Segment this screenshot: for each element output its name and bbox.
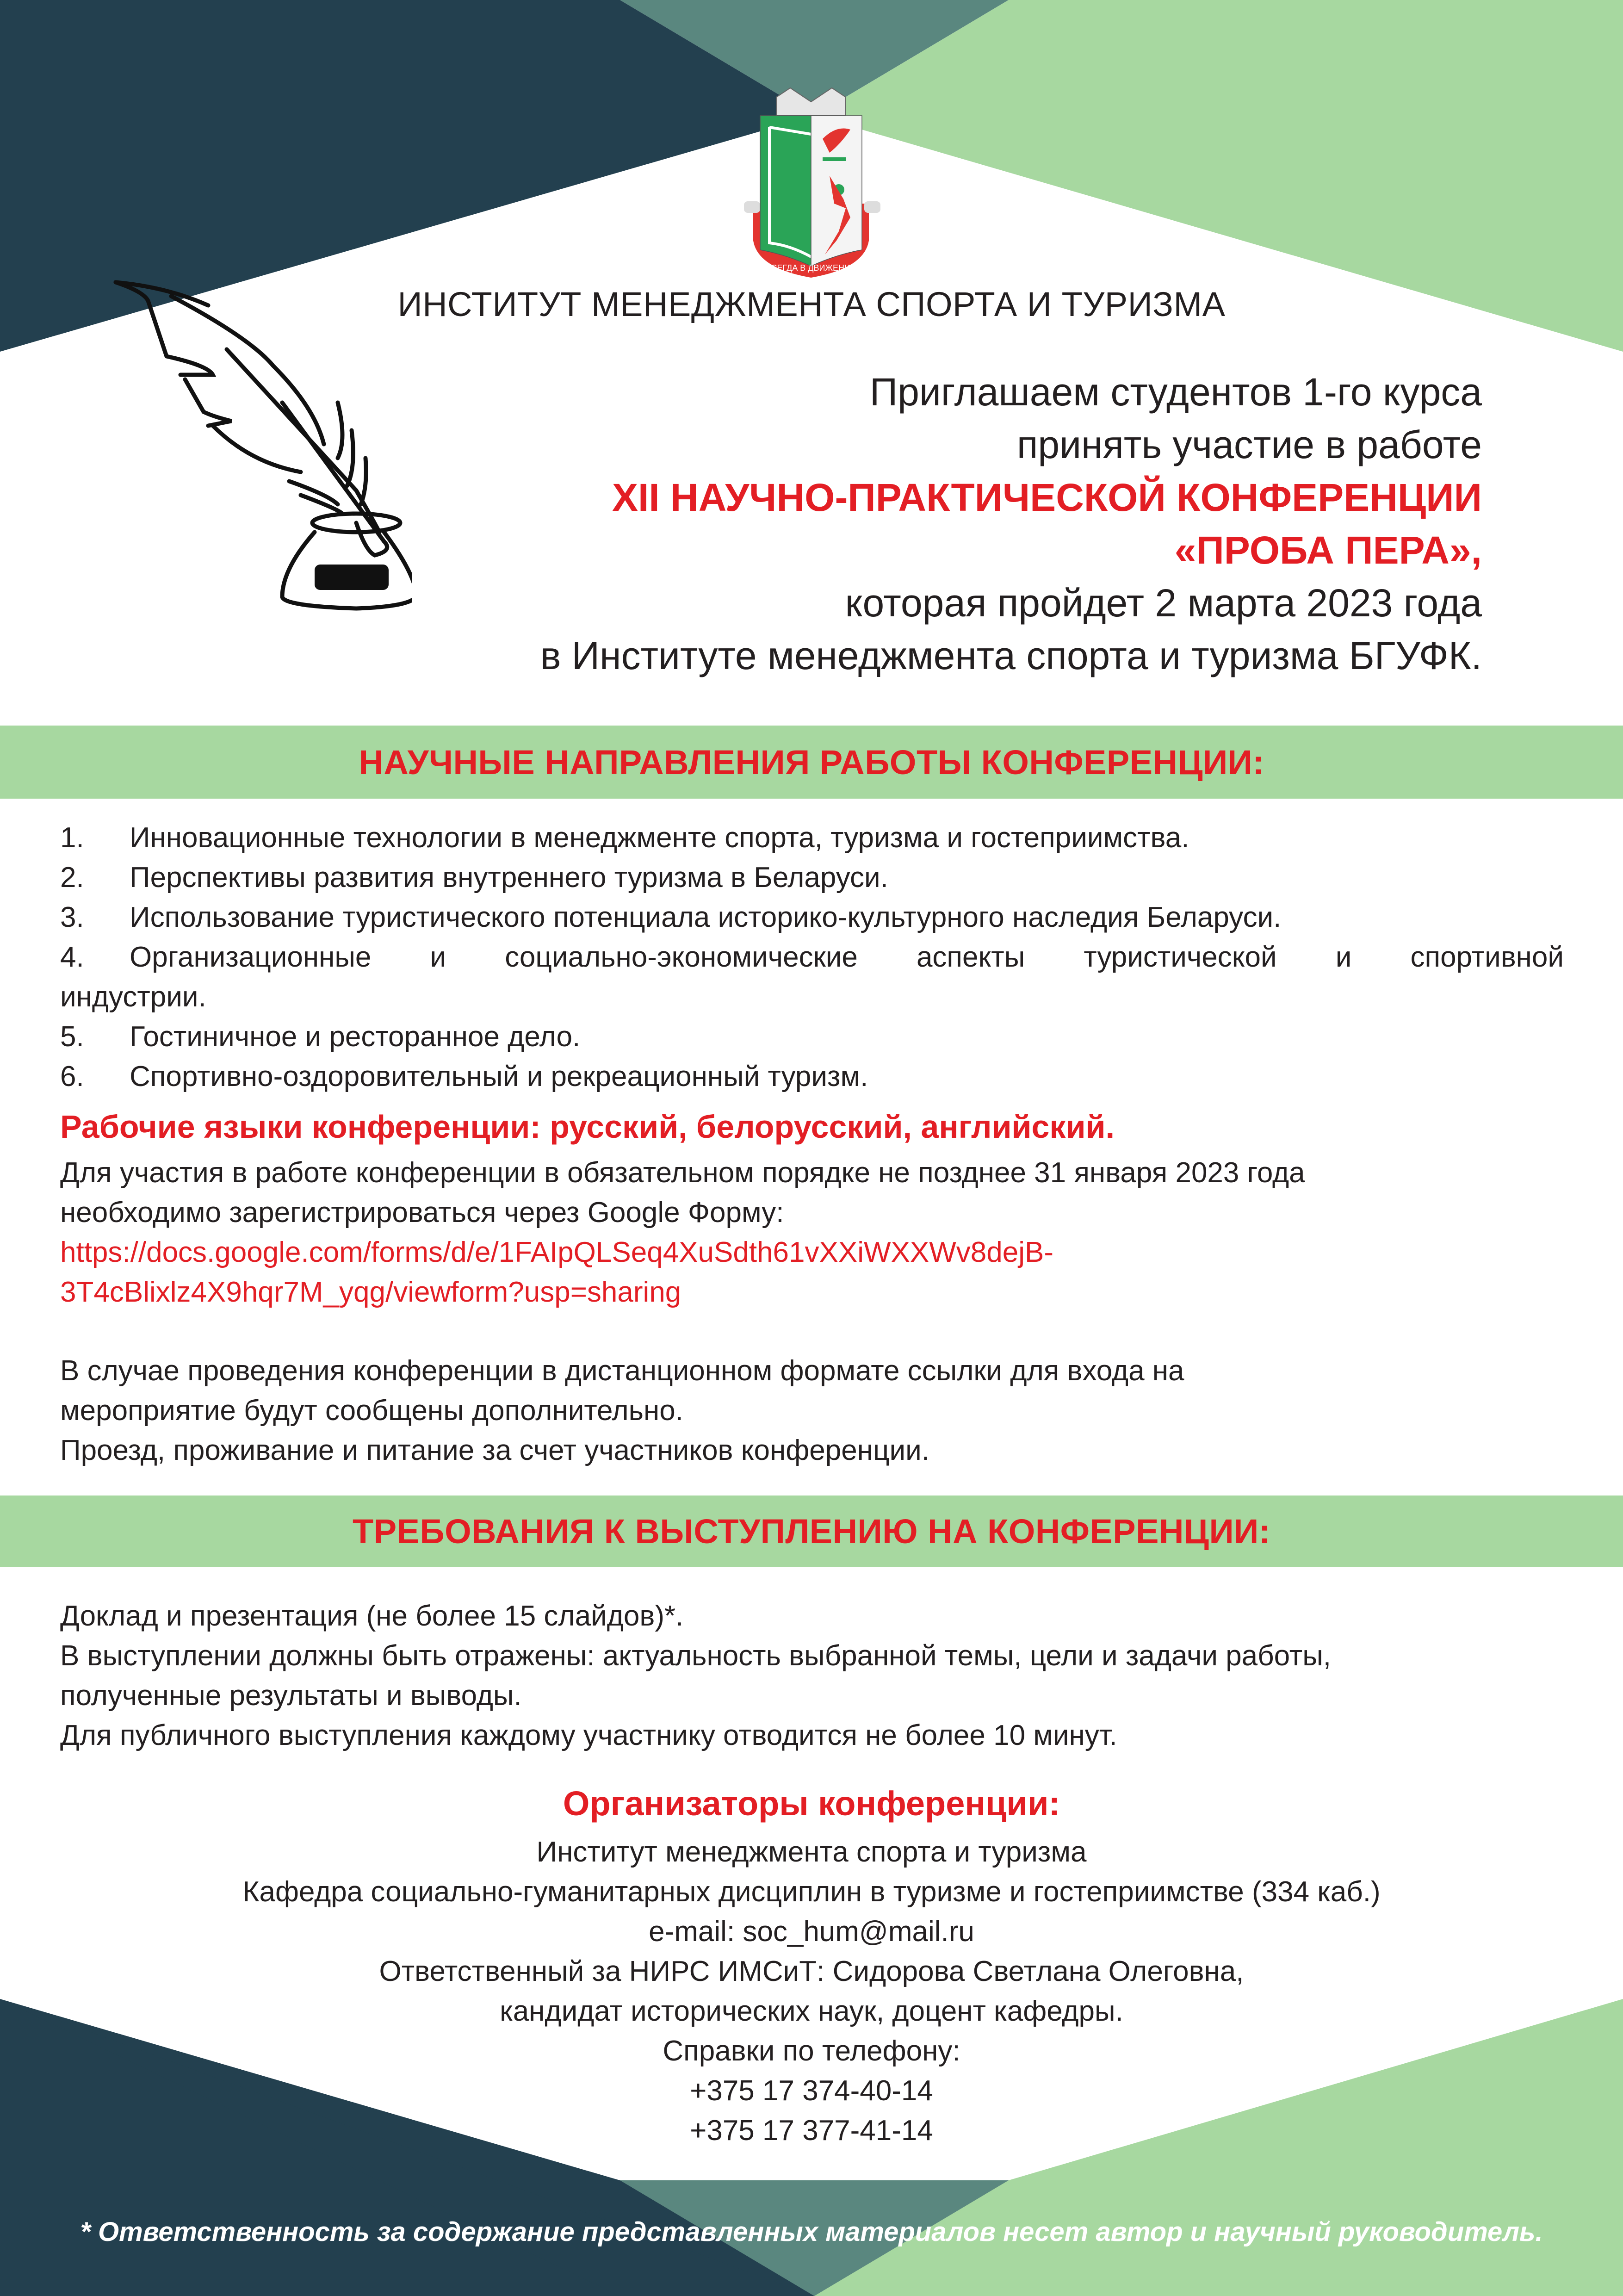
requirements-heading: ТРЕБОВАНИЯ К ВЫСТУПЛЕНИЮ НА КОНФЕРЕНЦИИ: bbox=[353, 1512, 1270, 1551]
phone-number[interactable]: +375 17 377-41-14 bbox=[690, 2115, 933, 2147]
registration-block bbox=[60, 1153, 1587, 1312]
list-item: 2. Перспективы развития внутреннего туризма в Беларуси. bbox=[60, 862, 888, 894]
registration-text: необходимо зарегистрироваться через Google Форму: bbox=[60, 1197, 784, 1229]
emblem-motto: ВСЕГДА В ДВИЖЕНИИ bbox=[766, 263, 856, 273]
remote-info: В случае проведения конференции в дистанционном формате ссылки для входа на мероприятие будут сообщены дополнительно. Проезд, проживание и питание за счет участников конференции. bbox=[60, 1355, 1184, 1466]
list-item: 4. Организационные и социально-экономические аспекты туристической и спортивной bbox=[60, 941, 1564, 973]
institute-title: ИНСТИТУТ МЕНЕДЖМЕНТА СПОРТА И ТУРИЗМА bbox=[397, 285, 1226, 323]
list-item: 6. Спортивно-оздоровительный и рекреационный туризм. bbox=[60, 1061, 868, 1092]
organizer-department: Кафедра социально-гуманитарных дисциплин в туризме и гостеприимстве (334 каб.) bbox=[242, 1876, 1381, 1908]
working-languages: Рабочие языки конференции: русский, белорусский, английский. bbox=[60, 1109, 1115, 1145]
organizer-title: кандидат исторических наук, доцент кафедры. bbox=[500, 1995, 1123, 2027]
list-item: 1. Инновационные технологии в менеджменте спорта, туризма и гостеприимства. bbox=[60, 822, 1189, 854]
organizers-heading: Организаторы конференции: bbox=[563, 1784, 1060, 1823]
conference-date: которая пройдет 2 марта 2023 года bbox=[845, 581, 1482, 625]
conference-title: XII НАУЧНО-ПРАКТИЧЕСКОЙ КОНФЕРЕНЦИИ bbox=[612, 476, 1482, 519]
list-item-continuation: индустрии. bbox=[60, 981, 206, 1013]
list-item: 5. Гостиничное и ресторанное дело. bbox=[60, 1021, 581, 1053]
directions-heading-band bbox=[0, 726, 1623, 799]
organizer-email[interactable]: e-mail: soc_hum@mail.ru bbox=[649, 1916, 974, 1948]
invitation-block bbox=[325, 366, 1482, 682]
university-emblem-icon bbox=[730, 83, 894, 287]
organizer-responsible: Ответственный за НИРС ИМСиТ: Сидорова Светлана Олеговна, bbox=[379, 1955, 1244, 1987]
requirements-heading-band bbox=[0, 1496, 1623, 1567]
university-emblem bbox=[730, 83, 894, 287]
phone-label: Справки по телефону: bbox=[663, 2035, 960, 2067]
directions-heading: НАУЧНЫЕ НАПРАВЛЕНИЯ РАБОТЫ КОНФЕРЕНЦИИ: bbox=[359, 743, 1264, 782]
list-item: 3. Использование туристического потенциала историко-культурного наследия Беларуси. bbox=[60, 901, 1282, 933]
organizers-block bbox=[0, 1832, 1623, 2151]
requirements-block: Доклад и презентация (не более 15 слайдов)*. В выступлении должны быть отражены: актуальность выбранной темы, цели и задачи работы, полученные результаты и выводы. Для публичного выступления каждому участнику отводится не более 10 минут. bbox=[60, 1600, 1331, 1751]
conference-venue: в Институте менеджмента спорта и туризма БГУФК. bbox=[540, 634, 1482, 677]
invitation-line: Приглашаем студентов 1-го курса bbox=[869, 370, 1482, 414]
footnote: * Ответственность за содержание представленных материалов несет автор и научный руководитель. bbox=[80, 2217, 1543, 2247]
organizer-institute: Институт менеджмента спорта и туризма bbox=[536, 1836, 1087, 1868]
conference-name: «ПРОБА ПЕРА», bbox=[1174, 528, 1482, 572]
registration-text: Для участия в работе конференции в обязательном порядке не позднее 31 января 2023 года bbox=[60, 1157, 1305, 1189]
directions-list bbox=[60, 818, 1564, 1097]
phone-number[interactable]: +375 17 374-40-14 bbox=[690, 2075, 933, 2107]
google-form-link[interactable]: https://docs.google.com/forms/d/e/1FAIpQLSeq4XuSdth61vXXiWXXWv8dejB- 3T4cBlixlz4X9hqr7M_yqg/viewform?usp=sharing bbox=[60, 1236, 1053, 1308]
invitation-line: принять участие в работе bbox=[1016, 423, 1482, 466]
